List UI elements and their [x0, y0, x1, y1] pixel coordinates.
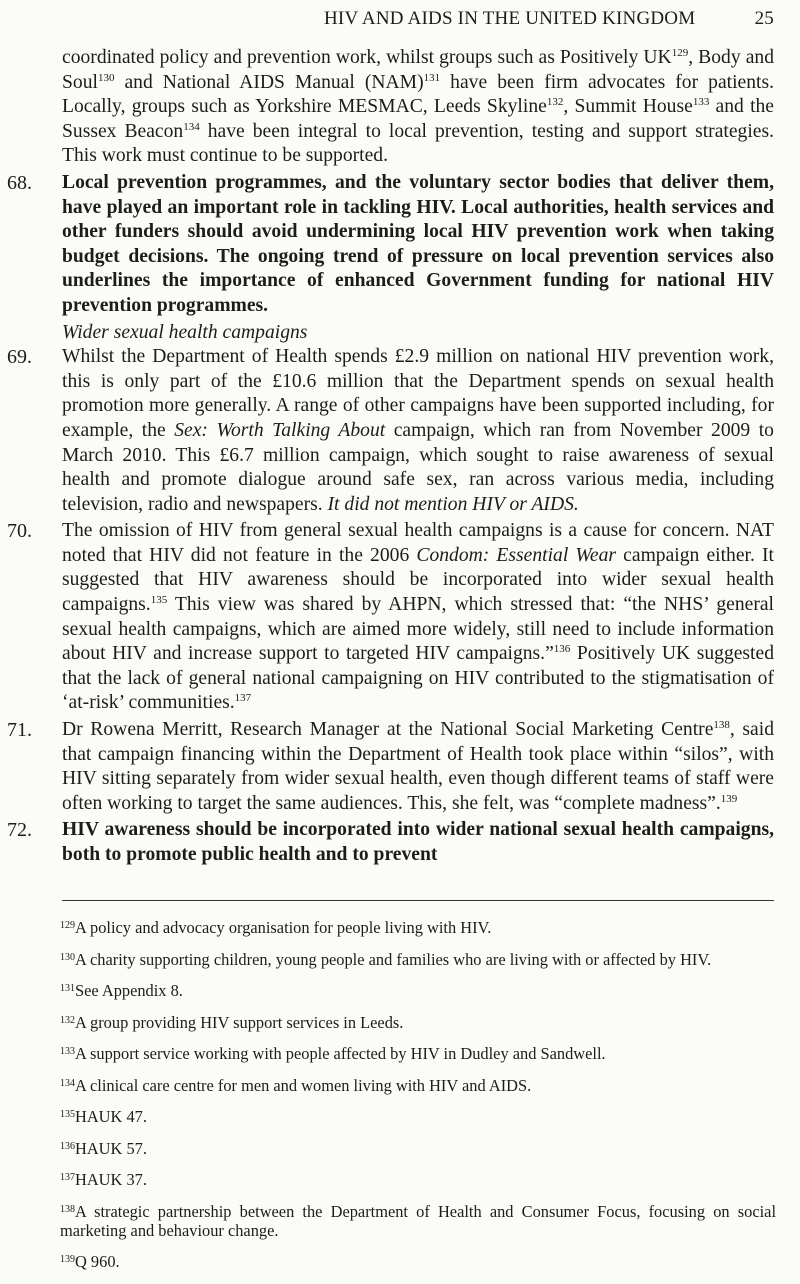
- page-number: 25: [754, 8, 774, 29]
- intro-text: have been firm advocates for patients. Locally, groups such as Yorkshire MESMAC, Leeds Skyline: [62, 71, 774, 118]
- paragraph-number: 68.: [7, 171, 32, 194]
- footnote: [60, 1044, 776, 1063]
- footnote-ref: 137: [234, 692, 252, 705]
- footnote: [60, 1252, 776, 1271]
- intro-text: have been integral to local prevention, testing and support strategies. This work must continue to be supported.: [62, 120, 774, 167]
- footnote-number: 130: [60, 951, 75, 963]
- intro-text: , Summit House: [563, 96, 693, 118]
- campaign-title: Sex: Worth Talking About: [174, 419, 386, 441]
- paragraph-71: [7, 718, 774, 816]
- paragraph-68: [7, 171, 774, 319]
- emphasis-text: It did not mention HIV or AIDS.: [327, 493, 579, 515]
- footnote-text: See Appendix 8.: [75, 981, 183, 1000]
- paragraph-number: 72.: [7, 819, 32, 842]
- intro-text: and National AIDS Manual (NAM): [114, 71, 424, 93]
- footnote-text: HAUK 47.: [75, 1107, 147, 1126]
- paragraph-text: Positively UK suggested that the lack of general national campaigning on HIV contributed to the stigmatisation of ‘at-risk’ communities.: [62, 643, 774, 714]
- footnote: [60, 1202, 776, 1240]
- footnote-divider: [62, 900, 774, 901]
- paragraph-text: campaign either. It suggested that HIV awareness should be incorporated into wider sexual health campaigns.: [62, 544, 774, 616]
- paragraph-number: 71.: [7, 719, 32, 742]
- paragraph-number: 70.: [7, 520, 32, 543]
- footnote-ref: 131: [423, 71, 441, 84]
- footnote: [60, 1170, 776, 1189]
- footnote-number: 134: [60, 1077, 75, 1089]
- footnote-ref: 136: [553, 643, 571, 656]
- footnote-ref: 130: [97, 71, 115, 84]
- footnote-number: 136: [60, 1140, 75, 1152]
- footnote-ref: 139: [720, 792, 738, 805]
- footnote-ref: 129: [671, 47, 689, 59]
- footnote-number: 138: [60, 1203, 75, 1215]
- intro-text: and the Sussex Beacon: [62, 96, 775, 142]
- footnote-number: 139: [60, 1254, 75, 1265]
- intro-text: , Body and Soul: [62, 47, 774, 93]
- footnote-number: 129: [60, 920, 75, 931]
- recommendation-text: Local prevention programmes, and the voluntary sector bodies that deliver them, have played an important role in tackling HIV. Local authorities, health services and other funders should avoid undermining local HIV prevention work when taking budget decisions. The ongoing trend of pressure on local prevention services also underlines the importance of enhanced Government funding for national HIV prevention programmes.: [62, 171, 774, 316]
- running-header: [324, 8, 774, 30]
- footnotes: [60, 918, 776, 1284]
- footnote-number: 132: [60, 1014, 75, 1026]
- campaign-title: Condom: Essential Wear: [416, 544, 617, 566]
- footnote-number: 135: [60, 1109, 75, 1120]
- recommendation-text: HIV awareness should be incorporated into wider national sexual health campaigns, both to promote public health and to prevent: [62, 819, 774, 865]
- footnote-text: HAUK 37.: [75, 1170, 147, 1189]
- footnote: [60, 981, 776, 1000]
- paragraph-70: [7, 519, 774, 716]
- intro-text: coordinated policy and prevention work, whilst groups such as Positively UK: [62, 47, 672, 68]
- paragraph-text: , said that campaign financing within the Department of Health took place within “silos”, with HIV sitting separately from wider sexual health, even though different teams of staff were often working to target the same audiences. This, she felt, was “complete madness”.: [62, 719, 774, 814]
- running-title: HIV AND AIDS IN THE UNITED KINGDOM: [324, 8, 696, 29]
- main-text: [7, 46, 775, 870]
- footnote-text: HAUK 57.: [75, 1138, 147, 1158]
- footnote-ref: 135: [150, 594, 168, 607]
- footnote-ref: 138: [713, 719, 730, 732]
- paragraph-69: [7, 345, 774, 517]
- footnote: [60, 918, 776, 937]
- footnote-number: 131: [60, 983, 75, 994]
- footnote-number: 133: [60, 1046, 75, 1057]
- paragraph-text: campaign, which ran from November 2009 to March 2010. This £6.7 million campaign, which sought to raise awareness of sexual health and promote dialogue around safe sex, ran across various media, including television, radio and newspapers.: [62, 419, 774, 515]
- footnote-ref: 132: [546, 96, 564, 109]
- paragraph-number: 69.: [7, 346, 32, 369]
- footnote-text: A policy and advocacy organisation for people living with HIV.: [75, 918, 492, 937]
- footnote: [60, 1013, 776, 1032]
- paragraph-text: Dr Rowena Merritt, Research Manager at the National Social Marketing Centre: [62, 719, 714, 741]
- section-subheading: Wider sexual health campaigns: [62, 321, 308, 343]
- footnote-number: 137: [60, 1172, 75, 1183]
- footnote-text: A charity supporting children, young people and families who are living with or affected by HIV.: [75, 949, 712, 969]
- paragraph-text: This view was shared by AHPN, which stressed that: “the NHS’ general sexual health campaigns, which are aimed more widely, still need to include information about HIV and increase support to targeted HIV campaigns.”: [62, 594, 774, 665]
- footnote-ref: 134: [183, 120, 200, 133]
- footnote: [60, 1107, 776, 1126]
- footnote-text: A group providing HIV support services in Leeds.: [75, 1012, 404, 1032]
- footnote-text: A strategic partnership between the Department of Health and Consumer Focus, focusing on social marketing and behaviour change.: [60, 1201, 776, 1240]
- footnote-ref: 133: [692, 96, 710, 109]
- paragraph-text: Whilst the Department of Health spends £2.9 million on national HIV prevention work, this is only part of the £10.6 million that the Department spends on sexual health promotion more generally. A range of other campaigns have been supported including, for example, the: [62, 346, 774, 441]
- footnote: [60, 950, 776, 969]
- footnote-text: Q 960.: [75, 1252, 120, 1271]
- footnote: [60, 1076, 776, 1095]
- footnote: [60, 1139, 776, 1158]
- footnote-text: A clinical care centre for men and women living with HIV and AIDS.: [75, 1075, 532, 1095]
- paragraph-72: [7, 818, 774, 867]
- footnote-text: A support service working with people affected by HIV in Dudley and Sandwell.: [75, 1044, 606, 1063]
- paragraph-intro: [62, 46, 774, 169]
- paragraph-text: The omission of HIV from general sexual health campaigns is a cause for concern. NAT noted that HIV did not feature in the 2006: [62, 520, 774, 566]
